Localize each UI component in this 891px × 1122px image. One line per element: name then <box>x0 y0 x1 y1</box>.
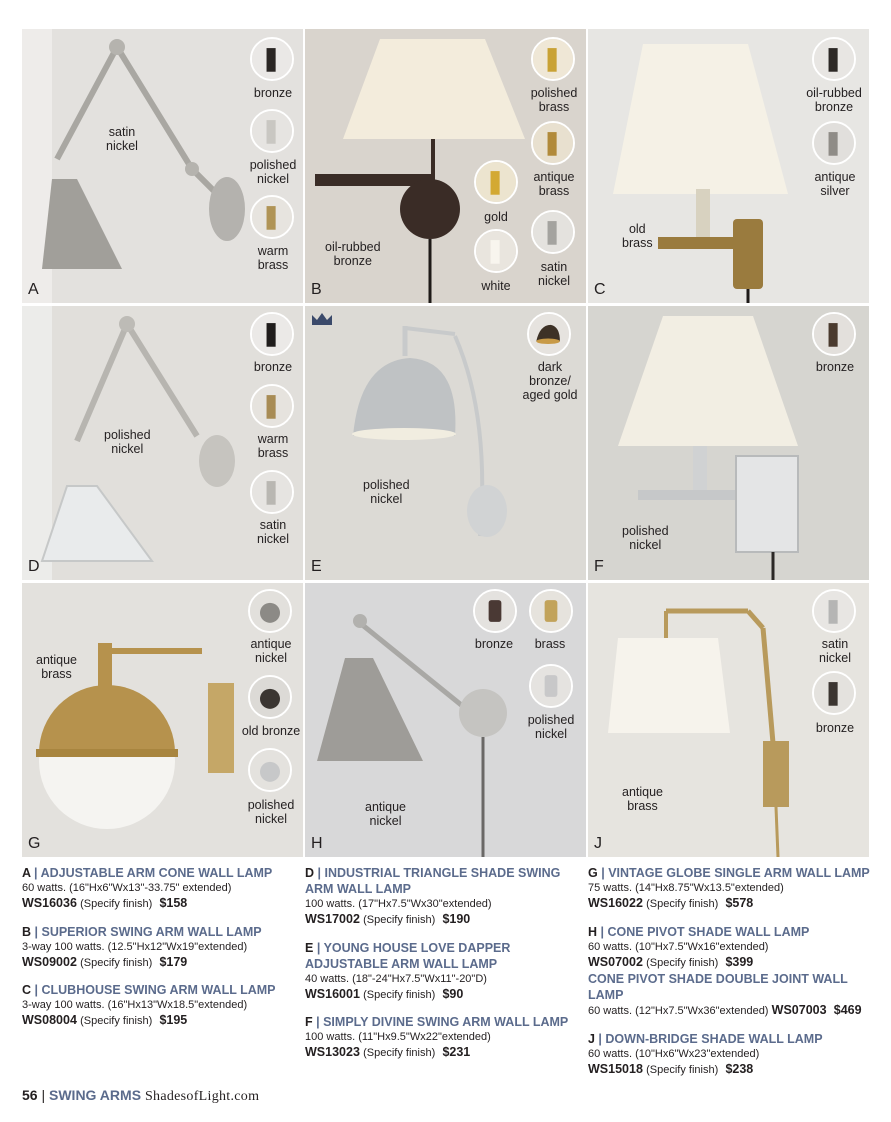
product-title: A | ADJUSTABLE ARM CONE WALL LAMP <box>22 866 273 880</box>
product-price: $190 <box>442 912 471 926</box>
finish-label-main: satin nickel <box>106 125 138 153</box>
product-spec: 75 watts. (14"Hx8.75"Wx13.5"extended) <box>588 882 784 894</box>
finish-label: bronze <box>253 86 293 100</box>
product-sku: WS16001 <box>305 986 360 1001</box>
product-spec: 60 watts. (10"Hx7.5"Wx16"extended) <box>588 940 769 953</box>
product-spec: 60 watts. (10"Hx6"Wx23"extended) <box>588 1047 760 1060</box>
finish-swatch[interactable] <box>531 37 575 81</box>
finish-label: warm brass <box>257 432 289 460</box>
product-title-2: CONE PIVOT SHADE DOUBLE JOINT WALL LAMP <box>588 972 848 1002</box>
finish-label: satin nickel <box>257 518 289 546</box>
finish-label: satin nickel <box>538 260 570 288</box>
finish-label-main: antique nickel <box>365 800 407 828</box>
finish-label: bronze <box>253 360 293 374</box>
product-spec: 40 watts. (18"-24"Hx7.5"Wx11"-20"D) <box>305 972 487 985</box>
finish-label: polished nickel <box>527 713 575 741</box>
crown-icon <box>311 312 333 326</box>
product-photo-f <box>588 306 869 580</box>
product-price: $90 <box>442 986 464 1001</box>
product-j: J | DOWN-BRIDGE SHADE WALL LAMP 60 watts. (10"Hx6"Wx23"extended) WS15018 (Specify finish) $238 <box>588 1031 878 1079</box>
product-c: C | CLUBHOUSE SWING ARM WALL LAMP 3-way 100 watts. (16"Hx13"Wx18.5"extended) WS08004 (Specify finish) $195 <box>22 982 292 1030</box>
product-spec: 3-way 100 watts. (16"Hx13"Wx18.5"extended) <box>22 999 248 1011</box>
finish-swatch[interactable] <box>531 121 575 165</box>
product-title: G | VINTAGE GLOBE SINGLE ARM WALL LAMP <box>588 866 870 880</box>
finish-swatch[interactable] <box>529 664 573 708</box>
product-title: B | SUPERIOR SWING ARM WALL LAMP <box>22 924 262 939</box>
finish-label: gold <box>484 210 508 224</box>
finish-label: antique silver <box>814 170 856 198</box>
panel-letter: G <box>28 835 41 852</box>
product-photo-h <box>305 583 586 857</box>
finish-swatch[interactable] <box>474 160 518 204</box>
finish-label: brass <box>534 637 566 651</box>
finish-swatch[interactable] <box>812 312 856 356</box>
product-column-2 <box>305 865 577 1073</box>
finish-swatch[interactable] <box>248 589 292 633</box>
product-photo-c <box>588 29 869 303</box>
product-sku: WS17002 <box>305 912 360 926</box>
product-column-1 <box>22 865 292 1041</box>
finish-swatch[interactable] <box>812 37 856 81</box>
finish-label: white <box>481 279 511 293</box>
panel-letter: D <box>28 558 40 575</box>
finish-swatch[interactable] <box>527 312 571 356</box>
finish-swatch[interactable] <box>812 671 856 715</box>
product-price: $158 <box>159 896 188 910</box>
product-title: H | CONE PIVOT SHADE WALL LAMP <box>588 924 810 939</box>
product-spec: 60 watts. (16"Hx6"Wx13"-33.75" extended) <box>22 882 232 894</box>
finish-swatch[interactable] <box>250 312 294 356</box>
page-footer <box>22 1087 259 1105</box>
product-title: D | INDUSTRIAL TRIANGLE SHADE SWING ARM WALL LAMP <box>305 866 561 896</box>
finish-label: bronze <box>474 637 514 651</box>
page-number: 56 <box>22 1087 38 1103</box>
finish-label: dark bronze/ aged gold <box>522 360 578 402</box>
finish-label-main: old brass <box>622 222 653 250</box>
product-photo-b <box>305 29 586 303</box>
brand-url: ShadesofLight.com <box>144 1089 260 1104</box>
product-a: A | ADJUSTABLE ARM CONE WALL LAMP 60 watts. (16"Hx6"Wx13"-33.75" extended) WS16036 (Specify finish) $158 <box>22 865 292 913</box>
finish-label-main: polished nickel <box>104 428 151 456</box>
finish-label-main: antique brass <box>36 653 78 681</box>
product-photo-g <box>22 583 303 857</box>
product-photo-d <box>22 306 303 580</box>
panel-letter: H <box>311 835 323 852</box>
finish-label: polished nickel <box>249 158 297 186</box>
product-photo-j <box>588 583 869 857</box>
finish-label: warm brass <box>257 244 289 272</box>
finish-swatch[interactable] <box>250 109 294 153</box>
product-price: $238 <box>725 1061 754 1076</box>
product-price: $399 <box>725 954 754 969</box>
product-sku: WS09002 <box>22 954 77 969</box>
product-sku: WS08004 <box>22 1013 77 1027</box>
finish-swatch[interactable] <box>529 589 573 633</box>
finish-swatch[interactable] <box>250 470 294 514</box>
product-sku: WS16022 <box>588 896 643 910</box>
product-sku: WS07002 <box>588 954 643 969</box>
panel-letter: J <box>594 835 602 852</box>
product-sku: WS13023 <box>305 1045 360 1059</box>
product-photo-e <box>305 306 586 580</box>
product-title: J | DOWN-BRIDGE SHADE WALL LAMP <box>588 1031 823 1046</box>
finish-swatch[interactable] <box>250 195 294 239</box>
product-spec: 3-way 100 watts. (12.5"Hx12"Wx19"extended) <box>22 940 248 953</box>
finish-label: oil-rubbed bronze <box>806 86 862 114</box>
finish-label: satin nickel <box>819 637 851 665</box>
panel-letter: C <box>594 281 606 298</box>
panel-letter: F <box>594 558 604 575</box>
panel-letter: A <box>28 281 39 298</box>
finish-swatch[interactable] <box>812 121 856 165</box>
product-sku: WS16036 <box>22 896 77 910</box>
product-photo-a <box>22 29 303 303</box>
product-spec: 100 watts. (17"Hx7.5"Wx30"extended) <box>305 898 492 910</box>
product-price: $578 <box>725 896 754 910</box>
finish-label: antique brass <box>533 170 575 198</box>
finish-label-main: polished nickel <box>363 478 410 506</box>
panel-letter: B <box>311 281 322 298</box>
product-spec-2: 60 watts. (12"Hx7.5"Wx36"extended) <box>588 1005 769 1017</box>
finish-label-main: oil-rubbed bronze <box>325 240 381 268</box>
finish-swatch[interactable] <box>812 589 856 633</box>
product-price: $195 <box>159 1013 188 1027</box>
product-title: C | CLUBHOUSE SWING ARM WALL LAMP <box>22 983 276 997</box>
finish-label: polished brass <box>530 86 578 114</box>
finish-label: old bronze <box>241 724 301 738</box>
finish-label-main: antique brass <box>622 785 664 813</box>
product-b: B | SUPERIOR SWING ARM WALL LAMP 3-way 100 watts. (12.5"Hx12"Wx19"extended) WS09002 (Specify finish) $179 <box>22 924 292 972</box>
product-spec: 100 watts. (11"Hx9.5"Wx22"extended) <box>305 1031 491 1043</box>
finish-swatch[interactable] <box>248 748 292 792</box>
product-price: $179 <box>159 954 188 969</box>
product-price: $231 <box>442 1045 471 1059</box>
product-price-2: $469 <box>833 1003 862 1017</box>
product-title: F | SIMPLY DIVINE SWING ARM WALL LAMP <box>305 1015 569 1029</box>
product-g: G | VINTAGE GLOBE SINGLE ARM WALL LAMP 75 watts. (14"Hx8.75"Wx13.5"extended) WS16022 (Specify finish) $578 <box>588 865 878 913</box>
product-f: F | SIMPLY DIVINE SWING ARM WALL LAMP 100 watts. (11"Hx9.5"Wx22"extended) WS13023 (Specify finish) $231 <box>305 1014 577 1062</box>
panel-letter: E <box>311 558 322 575</box>
product-sku: WS15018 <box>588 1061 643 1076</box>
finish-swatch[interactable] <box>474 229 518 273</box>
product-e: E | YOUNG HOUSE LOVE DAPPER ADJUSTABLE ARM WALL LAMP 40 watts. (18"-24"Hx7.5"Wx11"-20"D) WS16001 (Specify finish) $90 <box>305 940 577 1004</box>
finish-swatch[interactable] <box>250 37 294 81</box>
finish-swatch[interactable] <box>473 589 517 633</box>
finish-swatch[interactable] <box>250 384 294 428</box>
finish-swatch[interactable] <box>531 210 575 254</box>
finish-swatch[interactable] <box>248 675 292 719</box>
section-title: SWING ARMS <box>49 1087 142 1103</box>
product-d: D | INDUSTRIAL TRIANGLE SHADE SWING ARM WALL LAMP 100 watts. (17"Hx7.5"Wx30"extended) WS17002 (Specify finish) $190 <box>305 865 577 929</box>
finish-label: antique nickel <box>250 637 292 665</box>
finish-label: polished nickel <box>247 798 295 826</box>
finish-label-main: polished nickel <box>622 524 669 552</box>
product-sku-2: WS07003 <box>771 1003 827 1017</box>
finish-label: bronze <box>815 360 855 374</box>
product-column-3 <box>588 865 878 1089</box>
finish-label: bronze <box>815 721 855 735</box>
product-title: E | YOUNG HOUSE LOVE DAPPER ADJUSTABLE ARM WALL LAMP <box>305 940 511 971</box>
footer-separator: | <box>41 1087 46 1103</box>
product-h: H | CONE PIVOT SHADE WALL LAMP 60 watts. (10"Hx7.5"Wx16"extended) WS07002 (Specify finish) $399 CONE PIVOT SHADE DOUBLE JOINT WALL LAMP 60 watts. (12"Hx7.5"Wx36"extended) WS07003 $469 <box>588 924 878 1020</box>
